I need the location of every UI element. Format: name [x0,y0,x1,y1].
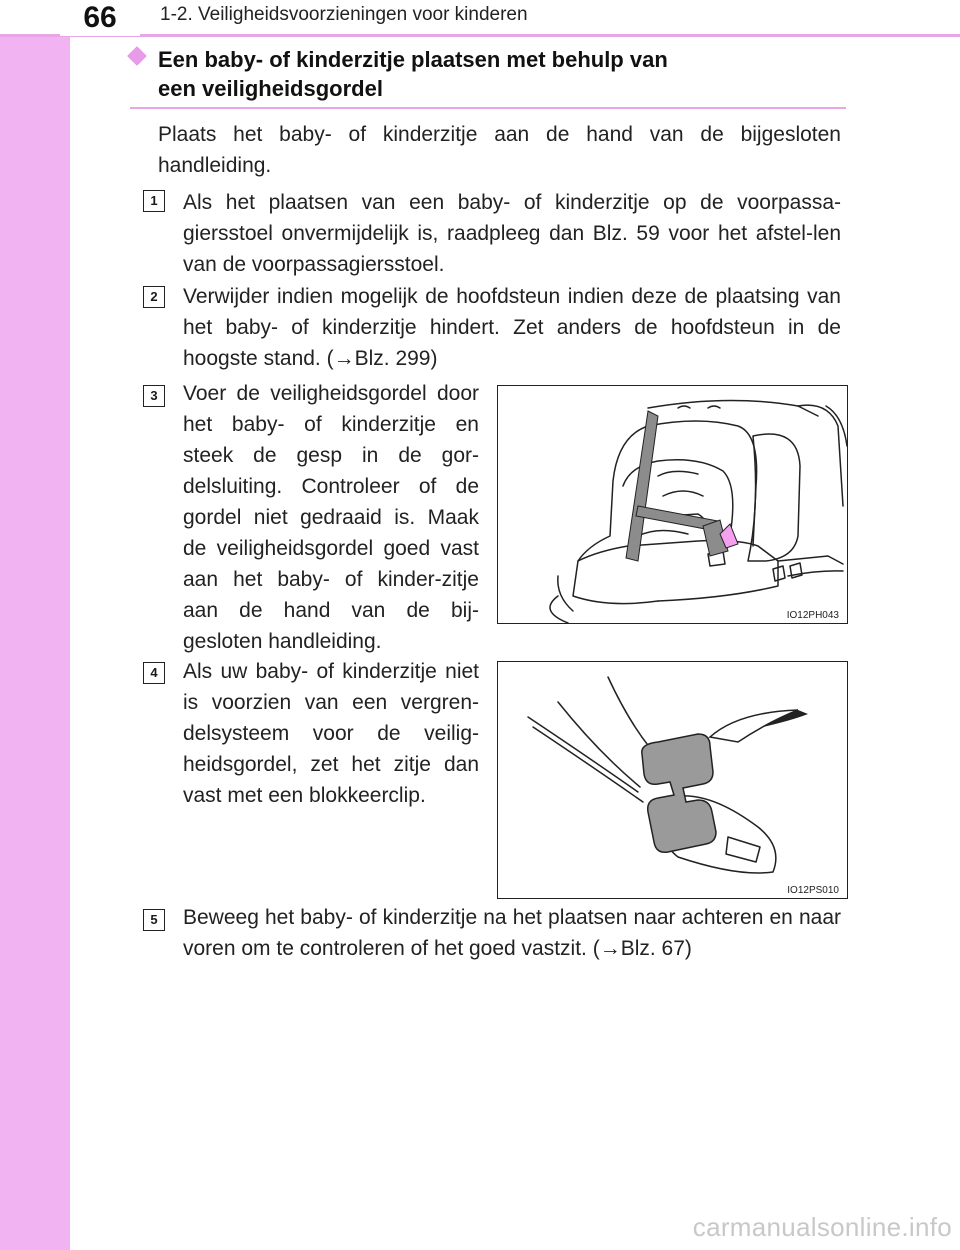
step-number-1: 1 [143,190,165,212]
intro-paragraph: Plaats het baby- of kinderzitje aan de hand van de bijgesloten handleiding. [158,123,841,177]
section-heading [130,45,846,103]
header-rule [0,34,960,37]
step-number-3: 3 [143,385,165,407]
step-4-text: Als uw baby- of kinderzitje niet is voorzien van een vergren-delsysteem voor de veilig-heidsgordel, zet het zitje dan vast met een blokkeerclip. [183,660,479,807]
step-2-text: Verwijder indien mogelijk de hoofdsteun indien deze de plaatsing van het baby- of kinderzitje hindert. Zet anders de hoofdsteun in de hoogste stand. (→Blz. 299) [183,285,841,370]
figure-1-code: IO12PH043 [786,610,839,621]
page-number: 66 [60,0,140,36]
figure-child-seat-installation [497,385,848,624]
figure-locking-clip [497,661,848,899]
step-1-text: Als het plaatsen van een baby- of kinderzitje op de voorpassa-giersstoel onvermijdelijk is, raadpleeg dan Blz. 59 voor het afstel-len van de voorpassagiersstoel. [183,191,841,276]
step-5-text: Beweeg het baby- of kinderzitje na het plaatsen naar achteren en naar voren om te controleren of het goed vastzit. (→Blz. 67) [183,906,841,960]
figure-2-code: IO12PS010 [787,885,839,896]
step-3-text: Voer de veiligheidsgordel door het baby- of kinderzitje en steek de gesp in de gor-delsluiting. Controleer of de gordel niet gedraaid is. Maak de veiligheidsgordel goed vast aan het baby- of kinder-zitje aan de hand van de bij-gesloten handleiding. [183,382,479,653]
chapter-title: 1-2. Veiligheidsvoorzieningen voor kinderen [160,4,528,25]
section-title-line2: een veiligheidsgordel [158,76,383,101]
step-number-2: 2 [143,286,165,308]
section-rule [130,107,846,109]
step-number-5: 5 [143,909,165,931]
step-number-4: 4 [143,662,165,684]
locking-clip-illustration [498,662,847,898]
section-title-line1: Een baby- of kinderzitje plaatsen met behulp van [158,47,668,72]
watermark: carmanualsonline.info [692,1212,952,1242]
child-seat-illustration [498,386,847,623]
side-margin-band [0,0,70,1250]
